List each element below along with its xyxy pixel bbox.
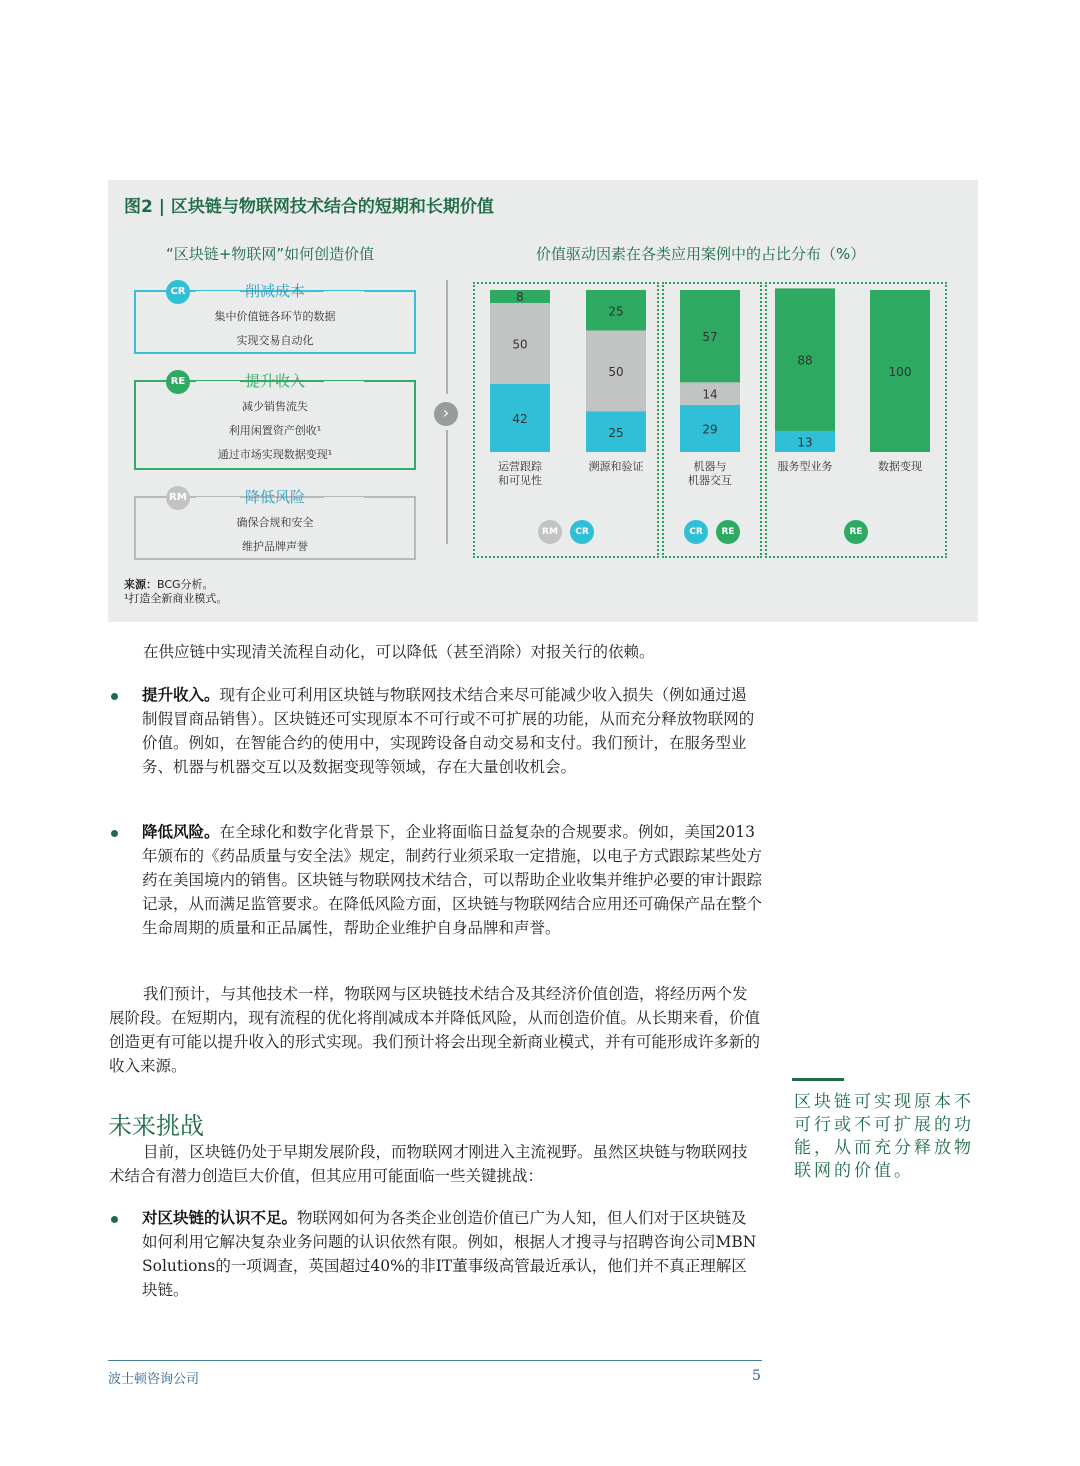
bullet-paragraph: 提升收入。现有企业可利用区块链与物联网技术结合来尽可能减少收入损失（例如通过遏制假冒商品销售）。区块链还可实现原本不可行或不可扩展的功能，从而充分释放物联网的价值。例如，在智能合约的使用中，实现跨设备自动交易和支付。我们预计，在服务型业务、机器与机器交互以及数据变现等领域，存在大量创收机会。 [142,685,755,776]
box-title: 削减成本 [244,282,305,300]
category-label: 数据变现 [878,460,922,473]
pull-quote: 区块链可实现原本不可行或不可扩展的功能，从而充分释放物联网的价值。 [794,1092,974,1181]
cr-badge: CR [684,520,708,544]
cr-badge: CR [570,520,594,544]
re-badge: RE [716,520,740,544]
re-badge: RE [844,520,868,544]
bar-value-label: 57 [702,330,718,345]
figure-title: 图2 | 区块链与物联网技术结合的短期和长期价值 [124,197,494,217]
category-label: 服务型业务 [777,460,833,473]
bar-value-label: 25 [608,425,624,440]
re-badge: RE [166,370,190,394]
pull-quote-rule [792,1078,844,1081]
bar-value-label: 100 [888,365,912,379]
paragraph: 在供应链中实现清关流程自动化，可以降低（甚至消除）对报关行的依赖。 [143,643,655,661]
bar-value-label: 8 [516,289,524,304]
category-label: 机器与 机器交互 [688,460,732,487]
section-title: 未来挑战 [108,1112,204,1140]
right-heading: 价值驱动因素在各类应用案例中的占比分布（%） [536,245,866,263]
left-heading: “区块链+物联网”如何创造价值 [166,245,375,263]
box-item: 利用闲置资产创收¹ [228,424,322,437]
page-number: 5 [752,1368,761,1384]
bar-value-label: 50 [608,365,624,379]
paragraph: 目前，区块链仍处于早期发展阶段，而物联网才刚进入主流视野。虽然区块链与物联网技术结合有潜力创造巨大价值，但其应用可能面临一些关键挑战： [109,1143,748,1185]
category-label: 运营跟踪 和可见性 [498,460,542,487]
figure-panel [108,180,978,622]
chevron-right-icon: › [434,402,458,426]
bar-value-label: 42 [512,411,528,426]
paragraph: 我们预计，与其他技术一样，物联网与区块链技术结合及其经济价值创造，将经历两个发展阶段。在短期内，现有流程的优化将削减成本并降低风险，从而创造价值。从长期来看，价值创造更有可能以提升收入的形式实现。我们预计将会出现全新商业模式，并有可能形成许多新的收入来源。 [109,985,761,1075]
bar-value-label: 88 [797,353,813,368]
box-item: 实现交易自动化 [236,334,314,347]
box-item: 确保合规和安全 [236,516,314,529]
category-label: 溯源和验证 [588,460,644,473]
cr-badge: CR [166,280,190,304]
footnote: ¹打造全新商业模式。 [124,592,228,605]
bar-value-label: 13 [797,435,813,450]
bullet [111,1216,118,1223]
stacked-bar-chart [108,180,978,622]
box-item: 集中价值链各环节的数据 [214,310,336,323]
bar-value-label: 50 [512,337,528,352]
bar-value-label: 25 [608,304,624,319]
bullet-paragraph: 对区块链的认识不足。物联网如何为各类企业创造价值已广为人知，但人们对于区块链及如何利用它解决复杂业务问题的认识依然有限。例如，根据人才搜寻与招聘咨询公司MBN Solutions的一项调查，英国超过40%的非IT董事级高管最近承认，他们并不真正理解区块链。 [142,1208,757,1299]
bar-value-label: 29 [702,422,718,437]
footer-organization: 波士顿咨询公司 [108,1372,200,1387]
bullet-paragraph: 降低风险。在全球化和数字化背景下，企业将面临日益复杂的合规要求。例如，美国2013年颁布的《药品质量与安全法》规定，制药行业须采取一定措施，以电子方式跟踪某些处方药在美国境内的销售。区块链与物联网技术结合，可以帮助企业收集并维护必要的审计跟踪记录，从而满足监管要求。在降低风险方面，区块链与物联网结合应用还可确保产品在整个生命周期的质量和正品属性，帮助企业维护自身品牌和声誉。 [142,822,763,937]
rm-badge: RM [538,520,562,544]
bar-value-label: 14 [702,387,718,402]
box-item: 减少销售流失 [242,400,308,413]
bullet [111,693,118,700]
source-note: 来源：BCG分析。 ¹打造全新商业模式。 [124,578,228,605]
footer-rule [108,1360,762,1361]
rm-badge: RM [166,486,190,510]
box-item: 维护品牌声誉 [242,540,308,553]
box-item: 通过市场实现数据变现¹ [217,448,333,461]
bullet [111,830,118,837]
box-title: 提升收入 [244,372,305,390]
box-title: 降低风险 [244,488,305,506]
